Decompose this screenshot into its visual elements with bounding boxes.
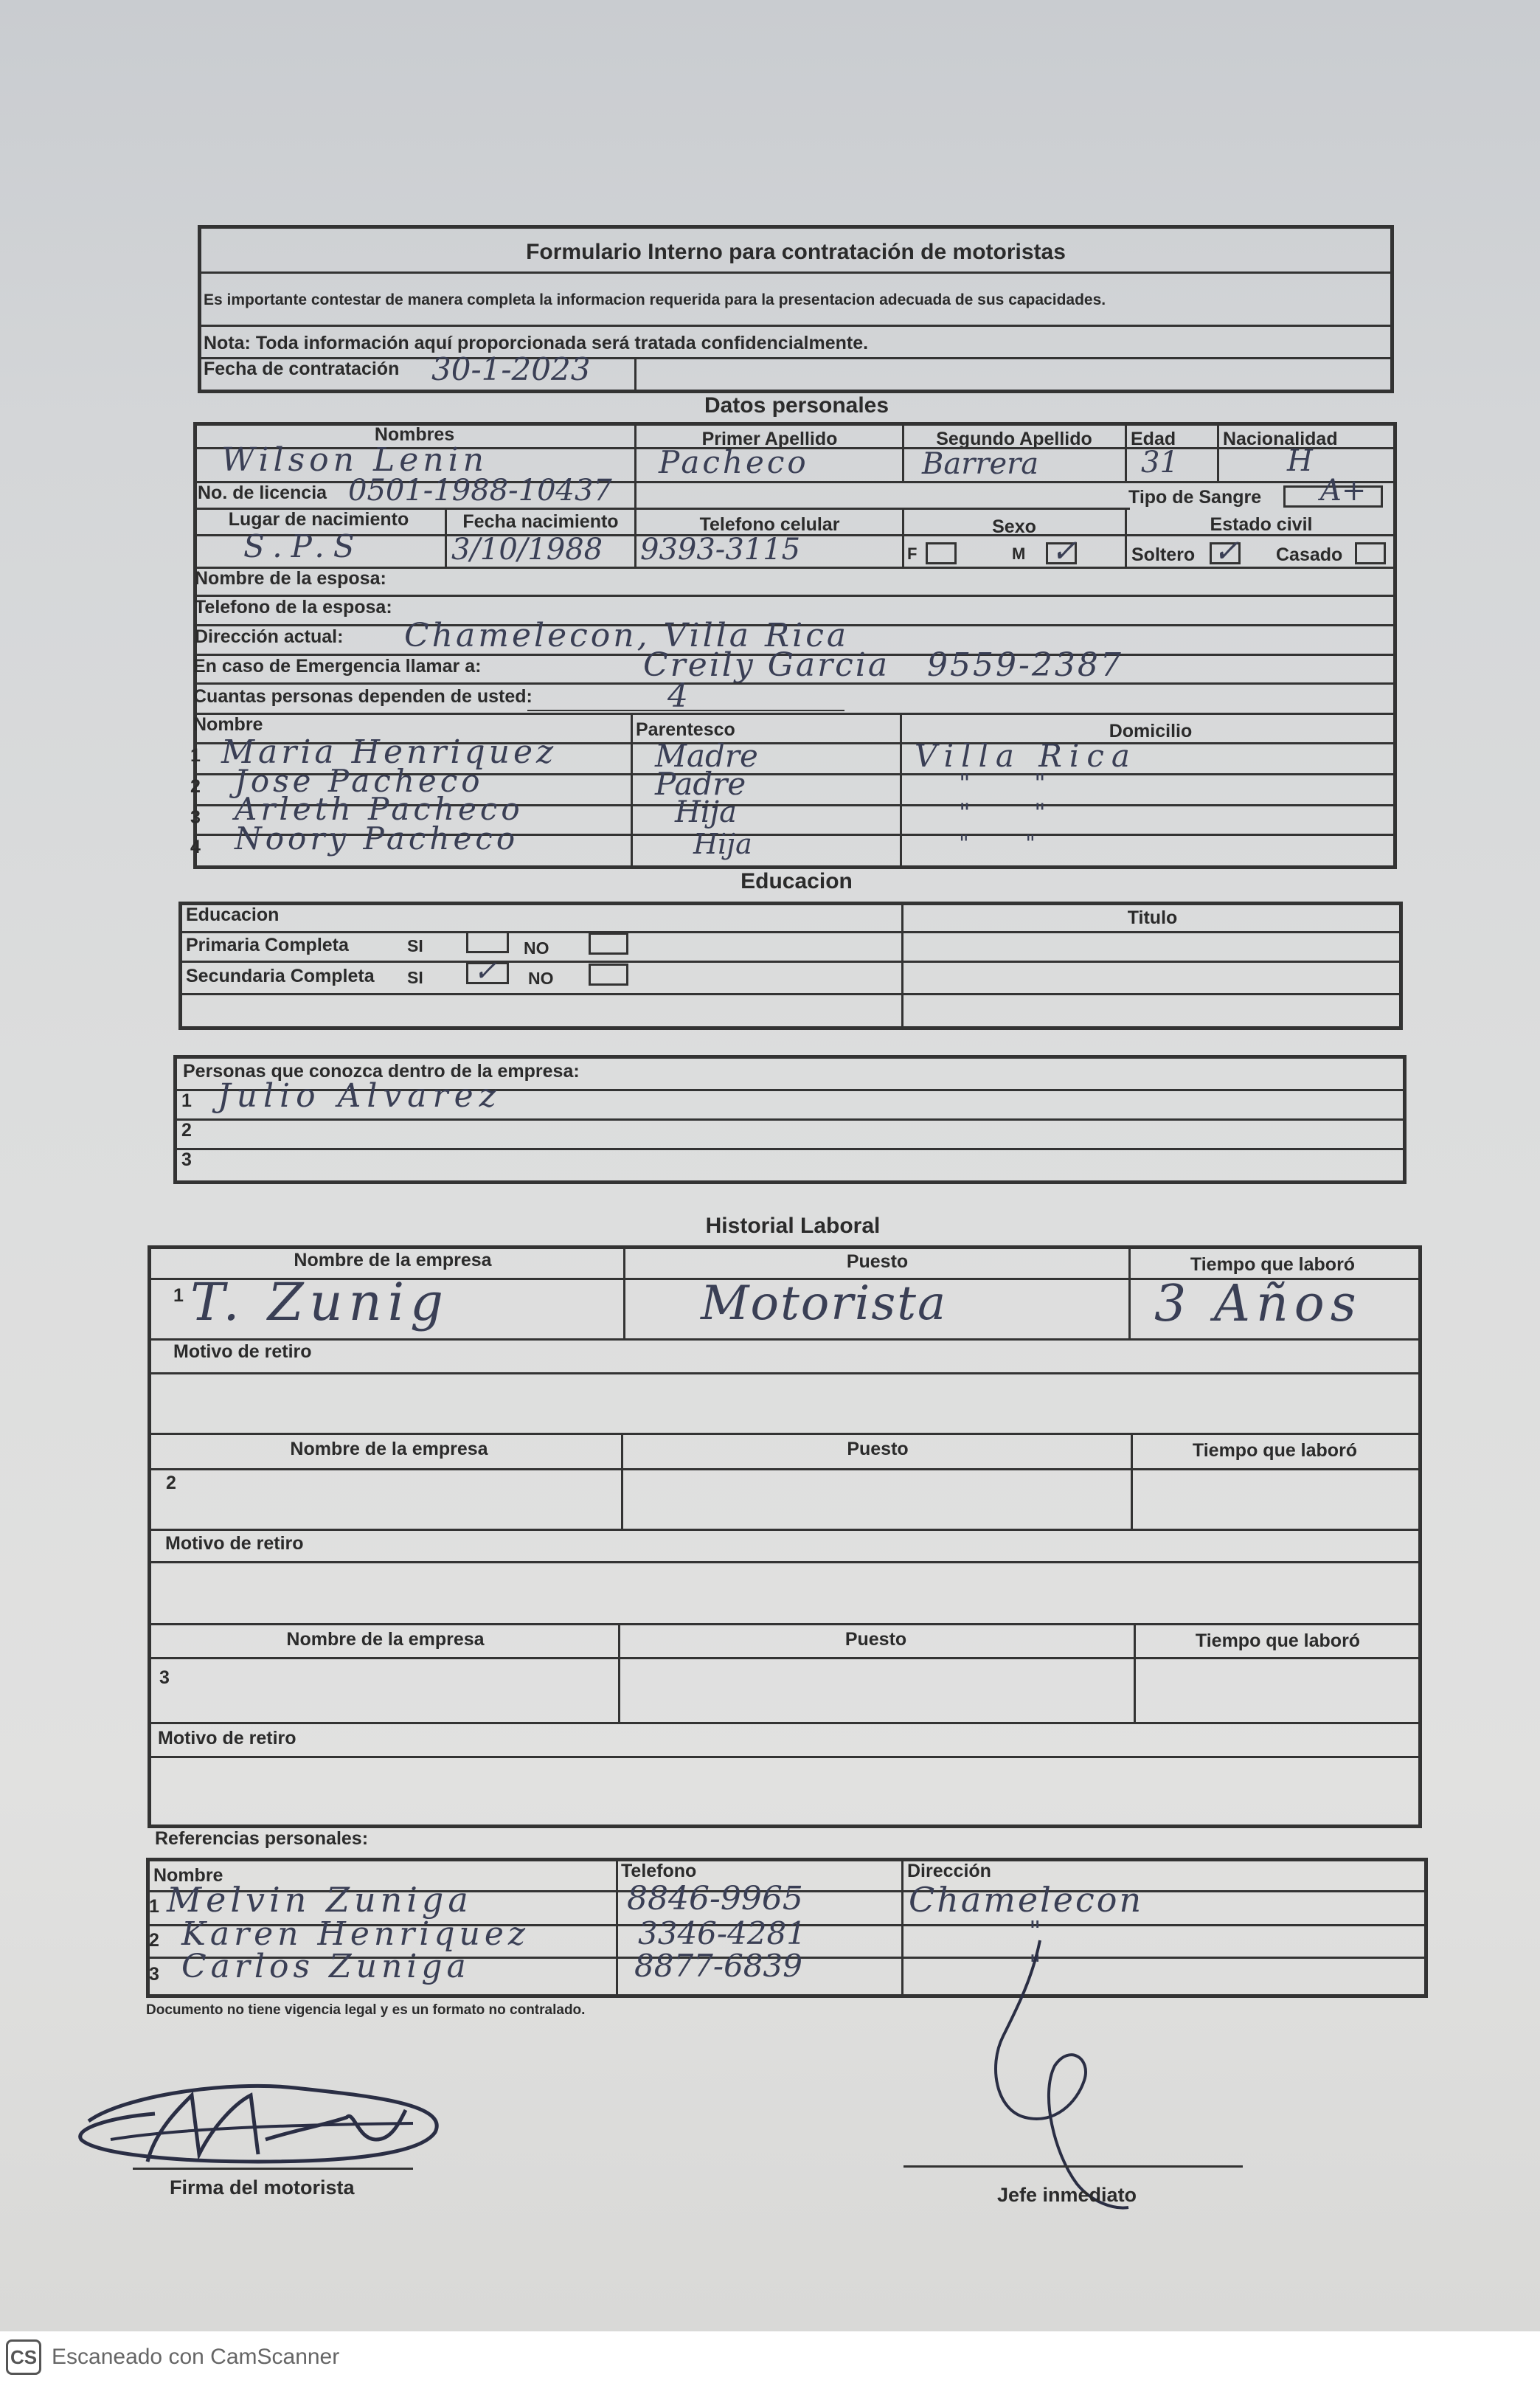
label-sexo: Sexo	[992, 516, 1036, 537]
hire-date-value: 30-1-2023	[431, 351, 591, 387]
ref-num: 2	[149, 1930, 159, 1951]
dep-parentesco: Hija	[675, 795, 737, 829]
label-tiempo: Tiempo que laboró	[1195, 1630, 1361, 1651]
jefe-signature-label: Jefe inmediato	[997, 2184, 1137, 2206]
label-lugar-nacimiento: Lugar de nacimiento	[228, 509, 409, 530]
label-telefono-esposa: Telefono de la esposa:	[195, 597, 392, 618]
ref-direccion: "	[1029, 1917, 1041, 1947]
label-dep-domicilio: Domicilio	[1109, 721, 1193, 741]
dep-nombre: Noory Pacheco	[235, 820, 519, 857]
dep-domicilio: " "	[959, 831, 1036, 857]
ref-telefono: 8877-6839	[634, 1948, 802, 1984]
label-tiempo: Tiempo que laboró	[1192, 1440, 1358, 1461]
label-empresa: Nombre de la empresa	[294, 1250, 492, 1270]
dep-domicilio: " "	[959, 798, 1046, 828]
label-ref-direccion: Dirección	[907, 1861, 991, 1881]
label-puesto: Puesto	[844, 1629, 907, 1650]
value-fecha-nacimiento: 3/10/1988	[451, 533, 603, 567]
dep-parentesco: Hija	[693, 828, 752, 860]
ref-telefono: 8846-9965	[627, 1880, 803, 1917]
label-soltero: Soltero	[1131, 544, 1196, 565]
form-note: Nota: Toda información aquí proporcionada será tratada confidencialmente.	[204, 333, 869, 353]
label-dependientes: Cuantas personas dependen de usted:	[193, 686, 533, 707]
label-segundo-apellido: Segundo Apellido	[936, 429, 1092, 449]
label-motivo: Motivo de retiro	[158, 1728, 296, 1749]
label-nombre-esposa: Nombre de la esposa:	[195, 568, 386, 589]
label-tipo-sangre: Tipo de Sangre	[1128, 487, 1262, 508]
label-secundaria: Secundaria Completa	[186, 966, 375, 986]
motorista-signature-label: Firma del motorista	[170, 2176, 355, 2199]
ref-nombre: Carlos Zuniga	[181, 1948, 471, 1985]
label-primaria-no: NO	[524, 938, 549, 958]
label-emergencia: En caso de Emergencia llamar a:	[193, 656, 482, 677]
value-segundo-apellido: Barrera	[922, 447, 1039, 481]
sexo-f-checkbox[interactable]	[926, 542, 957, 564]
value-nombres: Wilson Lenin	[221, 441, 488, 479]
label-secundaria-no: NO	[528, 969, 554, 988]
motorista-signature-image	[66, 2051, 465, 2184]
work-empresa: T. Zunig	[190, 1272, 449, 1332]
ref-nombre: Karen Henriquez	[181, 1915, 530, 1953]
value-tipo-sangre: A+	[1320, 474, 1367, 508]
camscanner-footer	[0, 2331, 1540, 2383]
known-person-num: 1	[181, 1090, 192, 1111]
label-estado-civil: Estado civil	[1210, 514, 1313, 535]
form-title: Formulario Interno para contratación de motoristas	[526, 240, 1066, 264]
work-tiempo: 3 Años	[1154, 1275, 1362, 1333]
value-licencia: 0501-1988-10437	[348, 474, 612, 508]
label-empresa: Nombre de la empresa	[286, 1629, 485, 1650]
work-num: 3	[159, 1667, 170, 1688]
dep-parentesco: Padre	[655, 766, 746, 802]
ref-telefono: 3346-4281	[638, 1915, 806, 1951]
value-direccion: Chamelecon, Villa Rica	[404, 617, 850, 654]
dep-num: 2	[190, 776, 201, 797]
work-num: 1	[173, 1285, 184, 1306]
ref-nombre: Melvin Zuniga	[167, 1880, 473, 1920]
label-licencia: No. de licencia	[198, 483, 327, 503]
value-telefono-celular: 9393-3115	[640, 533, 801, 567]
label-educacion: Educacion	[186, 905, 280, 925]
label-edad: Edad	[1131, 429, 1176, 449]
dep-num: 4	[190, 837, 201, 857]
known-people-label: Personas que conozca dentro de la empresa:	[183, 1061, 580, 1082]
label-puesto: Puesto	[847, 1439, 909, 1459]
dep-domicilio: Villa Rica	[915, 738, 1137, 774]
work-num: 2	[166, 1473, 176, 1493]
label-dep-parentesco: Parentesco	[636, 719, 735, 740]
references-label: Referencias personales:	[155, 1828, 369, 1849]
label-empresa: Nombre de la empresa	[290, 1439, 488, 1459]
label-ref-telefono: Telefono	[621, 1861, 697, 1881]
label-nacionalidad: Nacionalidad	[1223, 429, 1338, 449]
label-secundaria-si: SI	[407, 968, 423, 987]
form-instruction: Es importante contestar de manera completa la informacion requerida para la presentacion adecuada de sus capacidades.	[204, 291, 1106, 308]
label-sexo-m: M	[1012, 544, 1026, 563]
ref-num: 3	[149, 1964, 159, 1985]
soltero-mark: ✓	[1213, 533, 1240, 569]
dep-num: 1	[190, 745, 201, 766]
dep-domicilio: " "	[959, 769, 1046, 798]
primaria-si-checkbox[interactable]	[466, 931, 509, 953]
camscanner-logo-icon: CS	[6, 2339, 41, 2375]
dep-nombre: Arleth Pacheco	[235, 791, 524, 827]
work-history-title: Historial Laboral	[705, 1214, 881, 1238]
ref-direccion: "	[1029, 1951, 1041, 1981]
label-nombres: Nombres	[374, 424, 455, 445]
casado-checkbox[interactable]	[1355, 542, 1386, 564]
value-lugar-nacimiento: S.P.S	[243, 528, 364, 564]
label-sexo-f: F	[907, 544, 918, 563]
label-motivo: Motivo de retiro	[173, 1341, 312, 1362]
dep-nombre: Maria Henriquez	[221, 733, 558, 771]
known-person-num: 2	[181, 1120, 192, 1141]
work-puesto: Motorista	[701, 1276, 948, 1331]
camscanner-text: Escaneado con CamScanner	[52, 2345, 340, 2369]
hire-date-label: Fecha de contratación	[204, 359, 400, 379]
secundaria-no-checkbox[interactable]	[589, 964, 628, 986]
sexo-m-mark: ✓	[1051, 533, 1078, 569]
primaria-no-checkbox[interactable]	[589, 933, 628, 955]
dep-num: 3	[190, 807, 201, 828]
value-edad: 31	[1141, 446, 1179, 480]
value-nacionalidad: H	[1287, 444, 1313, 478]
dep-nombre: Jose Pacheco	[235, 763, 484, 799]
value-emergencia: Creily Garcia 9559-2387	[643, 646, 1123, 684]
education-section-title: Educacion	[740, 869, 853, 893]
ref-direccion: Chamelecon	[909, 1880, 1144, 1920]
ref-num: 1	[149, 1896, 159, 1917]
label-casado: Casado	[1276, 544, 1343, 565]
label-ref-nombre: Nombre	[153, 1865, 223, 1886]
disclaimer-text: Documento no tiene vigencia legal y es un formato no contralado.	[146, 2002, 586, 2018]
label-primaria-si: SI	[407, 936, 423, 955]
jefe-signature-image	[974, 1933, 1165, 2213]
personal-section-title: Datos personales	[704, 393, 889, 418]
label-dep-nombre: Nombre	[193, 714, 263, 735]
label-telefono-celular: Telefono celular	[699, 514, 840, 535]
label-primaria: Primaria Completa	[186, 935, 349, 955]
value-dependientes: 4	[667, 677, 688, 715]
secundaria-si-mark: ✓	[474, 955, 497, 987]
label-primer-apellido: Primer Apellido	[701, 429, 838, 449]
known-person-value: Julio Alvarez	[218, 1077, 502, 1115]
label-fecha-nacimiento: Fecha nacimiento	[462, 511, 619, 532]
dep-parentesco: Madre	[655, 738, 758, 774]
label-motivo: Motivo de retiro	[165, 1533, 304, 1554]
known-person-num: 3	[181, 1149, 192, 1170]
label-direccion: Dirección actual:	[195, 626, 344, 647]
label-titulo: Titulo	[1127, 907, 1178, 928]
label-tiempo: Tiempo que laboró	[1190, 1254, 1356, 1275]
value-primer-apellido: Pacheco	[659, 444, 809, 480]
label-puesto: Puesto	[846, 1251, 909, 1272]
